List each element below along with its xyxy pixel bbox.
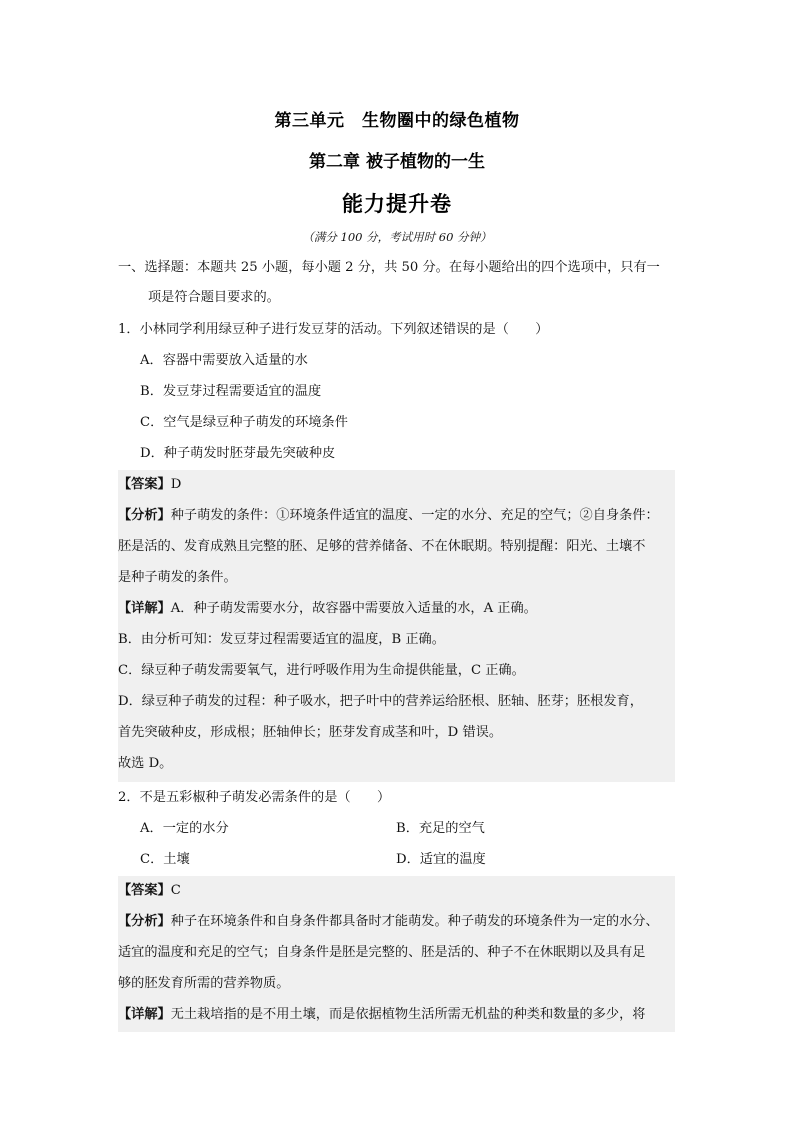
q1-detail-line3: C．绿豆种子萌发需要氧气，进行呼吸作用为生命提供能量，C 正确。: [118, 663, 525, 678]
q1-analysis-line1: [118, 506, 659, 526]
q1-detail-line2: B．由分析可知：发豆芽过程需要适宜的温度，B 正确。: [118, 632, 445, 647]
q2-analysis-line2: 适宜的温度和充足的空气；自身条件是胚是完整的、胚是活的、种子不在休眠期以及具有足: [118, 945, 646, 960]
q2-stem: 2．不是五彩椒种子萌发必需条件的是（ ）: [118, 790, 391, 805]
q2-analysis-line3: 够的胚发育所需的营养物质。: [118, 976, 290, 991]
section-instruction-line2: 项是符合题目要求的。: [148, 290, 280, 305]
q1-detail-text1: A．种子萌发需要水分，故容器中需要放入适量的水，A 正确。: [170, 601, 537, 616]
q1-answer-value: D: [170, 477, 182, 492]
q1-option-c: C．空气是绿豆种子萌发的环境条件: [140, 415, 348, 430]
q1-option-d: D．种子萌发时胚芽最先突破种皮: [140, 446, 336, 461]
q2-answer-tag: 【答案】: [118, 883, 171, 898]
q1-detail-line5: 首先突破种皮，形成根；胚轴伸长；胚芽发育成茎和叶，D 错误。: [118, 725, 503, 740]
q2-option-c: C．土壤: [140, 852, 190, 867]
q1-option-b: B．发豆芽过程需要适宜的温度: [140, 384, 322, 399]
q1-analysis-tag: 【分析】: [118, 508, 171, 523]
q1-detail-tag: 【详解】: [118, 601, 171, 616]
q1-analysis-line2: 胚是活的、发育成熟且完整的胚、足够的营养储备、不在休眠期。特别提醒：阳光、土壤不: [118, 539, 646, 554]
q2-detail-tag: 【详解】: [118, 1007, 171, 1022]
q1-analysis-line3: 是种子萌发的条件。: [118, 570, 237, 585]
unit-title: 第三单元 生物圈中的绿色植物: [274, 111, 520, 131]
q1-detail-line1: [118, 599, 537, 619]
q2-answer-value: C: [170, 883, 181, 898]
q1-option-a: A．容器中需要放入适量的水: [140, 353, 308, 368]
q2-option-d: D．适宜的温度: [396, 852, 486, 867]
q1-detail-line4: D．绿豆种子萌发的过程：种子吸水，把子叶中的营养运给胚根、胚轴、胚芽；胚根发育，: [118, 694, 643, 709]
chapter-title: 第二章 被子植物的一生: [309, 152, 485, 172]
q2-answer: [118, 881, 181, 901]
q2-option-a: A．一定的水分: [140, 821, 229, 836]
paper-title: 能力提升卷: [342, 192, 452, 216]
q1-answer-tag: 【答案】: [118, 477, 171, 492]
score-note: （满分 100 分，考试用时 60 分钟）: [302, 230, 492, 244]
q2-detail-line1: [118, 1005, 646, 1025]
q1-analysis-text1: 种子萌发的条件：①环境条件适宜的温度、一定的水分、充足的空气；②自身条件：: [170, 508, 659, 523]
q2-option-b: B．充足的空气: [396, 821, 485, 836]
q1-detail-line6: 故选 D。: [118, 756, 173, 771]
q2-analysis-line1: [118, 912, 659, 932]
section-instruction-line1: 一、选择题：本题共 25 小题，每小题 2 分，共 50 分。在每小题给出的四个选项中，只有一: [118, 260, 660, 275]
q2-analysis-text1: 种子在环境条件和自身条件都具备时才能萌发。种子萌发的环境条件为一定的水分、: [170, 914, 659, 929]
q1-stem: 1．小林同学利用绿豆种子进行发豆芽的活动。下列叙述错误的是（ ）: [118, 322, 549, 337]
q2-analysis-tag: 【分析】: [118, 914, 171, 929]
q1-answer: [118, 475, 181, 495]
q2-detail-text1: 无土栽培指的是不用土壤，而是依据植物生活所需无机盐的种类和数量的多少，将: [170, 1007, 646, 1022]
